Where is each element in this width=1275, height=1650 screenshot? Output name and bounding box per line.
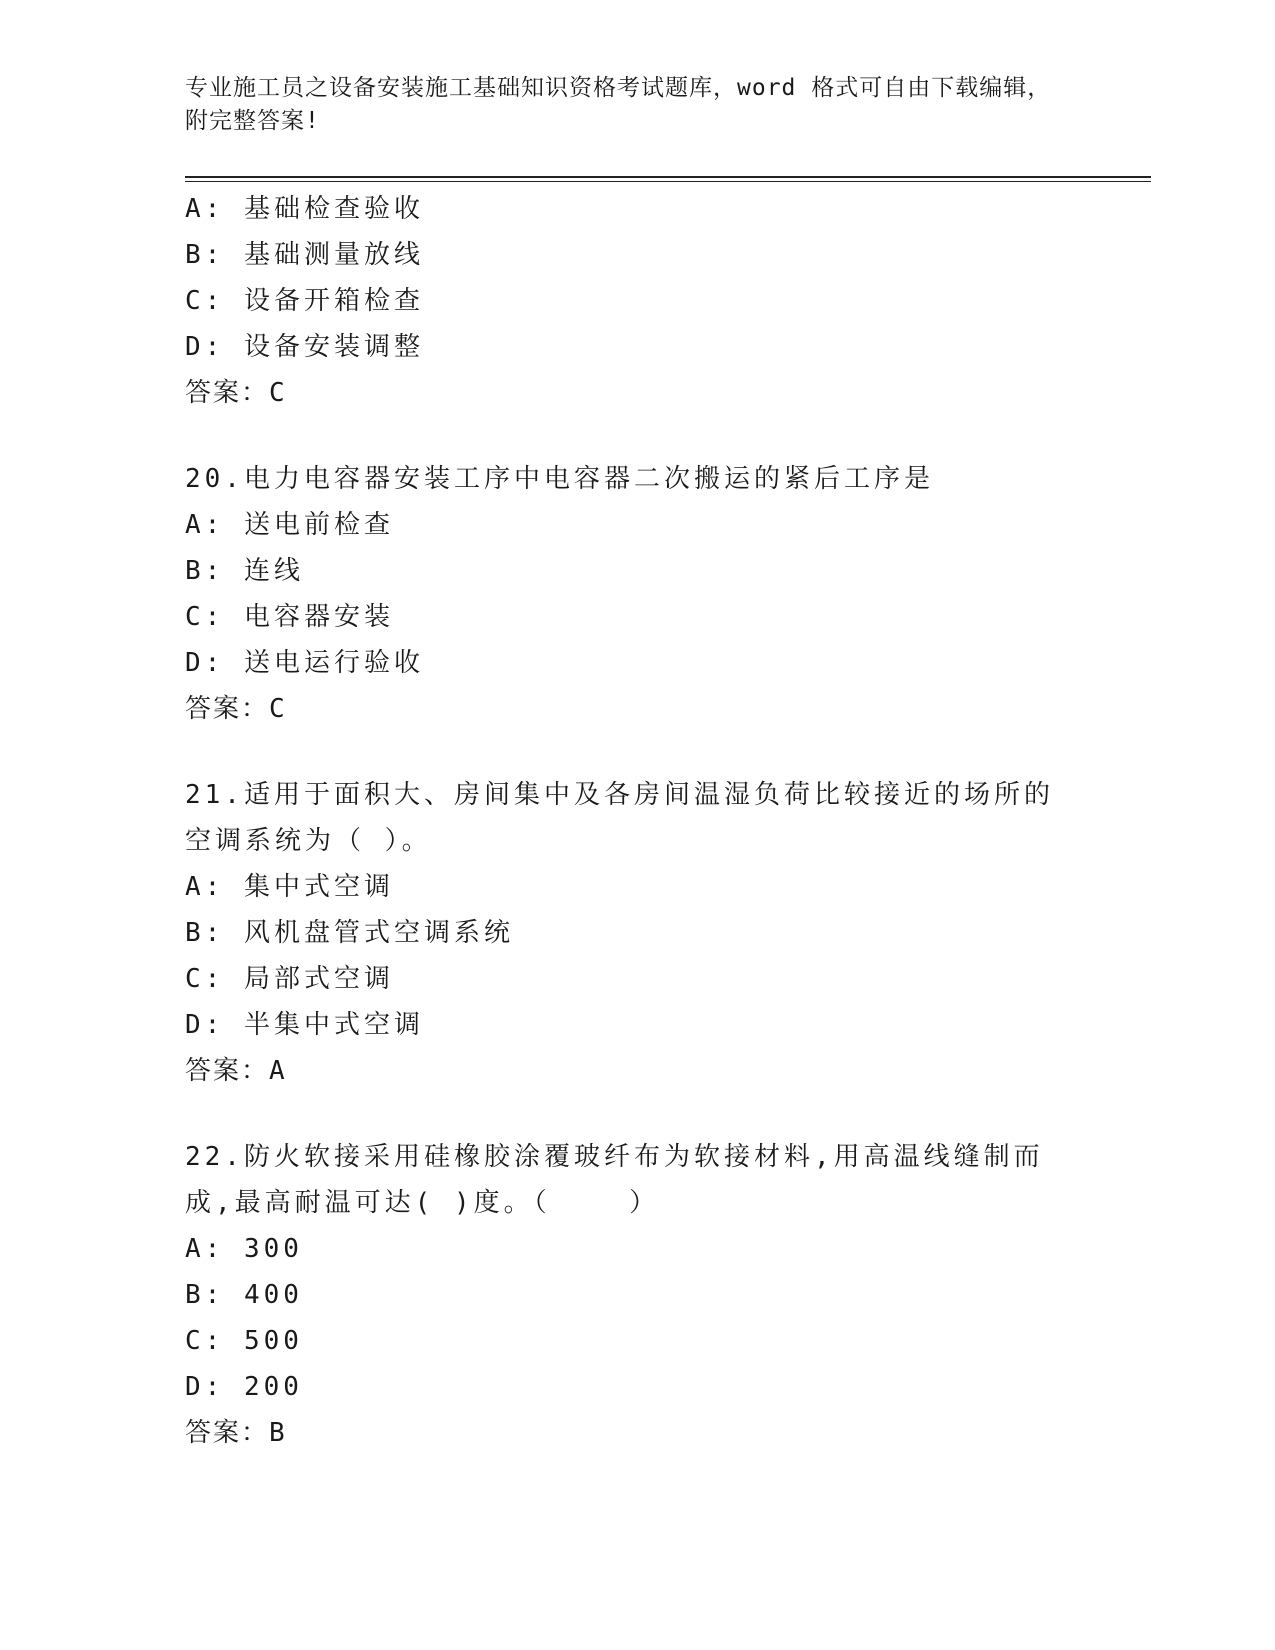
header-line-2: 附完整答案! <box>185 108 320 134</box>
option-a: A: 集中式空调 <box>185 872 394 902</box>
answer-line: 答案：A <box>185 1056 287 1086</box>
question-stem: 22.防火软接采用硅橡胶涂覆玻纤布为软接材料,用高温线缝制而成,最高耐温可达( )度。（ ） <box>185 1142 1044 1218</box>
option-b: B: 连线 <box>185 556 304 586</box>
question-21 <box>185 772 1085 1094</box>
option-b: B: 基础测量放线 <box>185 240 424 270</box>
option-b: B: 风机盘管式空调系统 <box>185 918 514 948</box>
option-c: C: 500 <box>185 1326 303 1356</box>
question-stem: 21.适用于面积大、房间集中及各房间温湿负荷比较接近的场所的空调系统为（ ）。 <box>185 780 1054 856</box>
option-b: B: 400 <box>185 1280 303 1310</box>
answer-line: 答案：C <box>185 694 287 724</box>
header-divider-thick <box>185 176 1151 178</box>
question-22 <box>185 1134 1085 1456</box>
option-d: D: 送电运行验收 <box>185 648 424 678</box>
option-c: C: 设备开箱检查 <box>185 286 424 316</box>
question-stem: 20.电力电容器安装工序中电容器二次搬运的紧后工序是 <box>185 464 934 494</box>
document-header <box>185 72 1065 138</box>
header-divider-thin <box>185 181 1151 182</box>
option-d: D: 半集中式空调 <box>185 1010 424 1040</box>
answer-line: 答案：B <box>185 1418 287 1448</box>
option-d: D: 200 <box>185 1372 303 1402</box>
option-a: A: 基础检查验收 <box>185 194 424 224</box>
question-20 <box>185 456 1085 732</box>
option-c: C: 电容器安装 <box>185 602 394 632</box>
option-a: A: 300 <box>185 1234 303 1264</box>
option-c: C: 局部式空调 <box>185 964 394 994</box>
question-19-continued <box>185 186 1085 416</box>
answer-line: 答案：C <box>185 378 287 408</box>
question-list <box>185 186 1085 1496</box>
option-d: D: 设备安装调整 <box>185 332 424 362</box>
header-line-1: 专业施工员之设备安装施工基础知识资格考试题库，word 格式可自由下载编辑， <box>185 75 1052 101</box>
option-a: A: 送电前检查 <box>185 510 394 540</box>
